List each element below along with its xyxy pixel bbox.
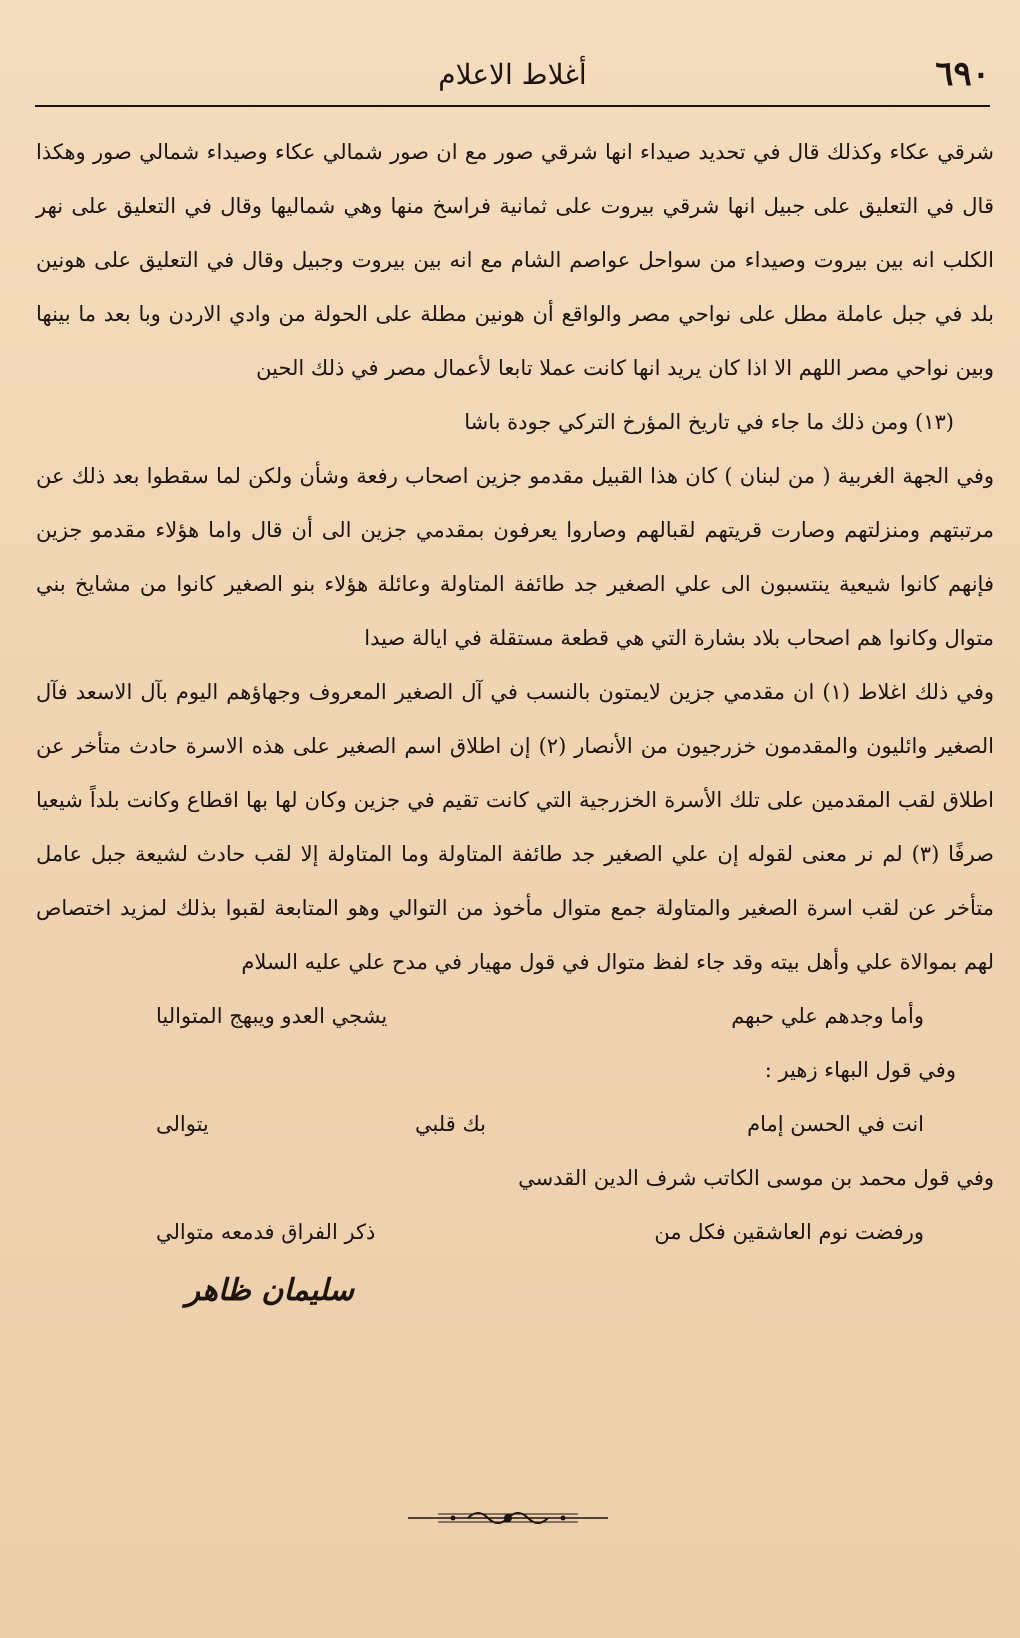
verse-2-intro: وفي قول البهاء زهير :: [764, 1058, 956, 1082]
verse-3-second-hemistich: ذكر الفراق فدمعه متوالي: [156, 1220, 376, 1244]
page-number: ٦٩٠: [935, 54, 990, 94]
paragraph-3: وفي الجهة الغربية ( من لبنان ) كان هذا القبيل مقدمو جزين اصحاب رفعة وشأن ولكن لما سقطوا بعد ذلك عن مرتبتهم ومنزلتهم وصارت قريتهم لقبالهم وصاروا يعرفون بمقدمي جزين الى أن قال واما هؤلاء مقدمو جزين فإنهم كانوا شيعية ينتسبون الى علي الصغير جد طائفة المتاولة وعائلة هؤلاء بنو الصغير كانوا من مشايخ بني متوال وكانوا هم اصحاب بلاد بشارة التي هي قطعة مستقلة في ايالة صيدا: [36, 464, 994, 650]
verse-3-first-hemistich: ورفضت نوم العاشقين فكل من: [654, 1220, 924, 1244]
header-rule: [35, 105, 990, 107]
verse-2-second-hemistich: [156, 1097, 486, 1151]
verse-3: [36, 1205, 994, 1259]
author-signature: سليمان ظاهر: [185, 1273, 354, 1308]
verse-2-second-hemistich-part2: يتوالى: [156, 1112, 209, 1136]
verse-1-second-hemistich: يشجي العدو ويبهج المتواليا: [156, 1004, 388, 1028]
signature-block: [36, 1259, 994, 1323]
verse-3-intro: وفي قول محمد بن موسى الكاتب شرف الدين القدسي: [518, 1166, 994, 1190]
paragraph-4: وفي ذلك اغلاط (١) ان مقدمي جزين لايمتون بالنسب في آل الصغير المعروف وجهاؤهم اليوم بآل الاسعد فآل الصغير وائليون والمقدمون خزرجيون من الأنصار (٢) إن اطلاق اسم الصغير على هذه الاسرة حادث متأخر عن اطلاق لقب المقدمين على تلك الأسرة الخزرجية التي كانت تقيم في جزين وكان لها بها اقطاع وكانت بلداً شيعيا صرفًا (٣) لم نر معنى لقوله إن علي الصغير جد طائفة المتاولة وما المتاولة إلا لقب حادث لشيعة جبل عامل متأخر عن لقب اسرة الصغير والمتاولة جمع متوال مأخوذ من التوالي وهو المتابعة لقبوا بذلك لمزيد اختصاص لهم بموالاة علي وأهل بيته وقد جاء لفظ متوال في قول مهيار في مدح علي عليه السلام: [36, 680, 994, 974]
verse-2-second-hemistich-part1: بك قلبي: [414, 1112, 486, 1136]
paragraph-1: شرقي عكاء وكذلك قال في تحديد صيداء انها شرقي صور مع ان صور شمالي عكاء وصيداء شمالي صور وهكذا قال في التعليق على جبيل انها شرقي بيروت على ثمانية فراسخ منها وهي شماليها وقال في التعليق على نهر الكلب انه بين بيروت وصيداء من سواحل عواصم الشام مع انه بين بيروت وجبيل وقال في التعليق على هونين بلد في جبل عاملة مطل على نواحي مصر والواقع أن هونين مطلة على الحولة من وادي الاردن وبا بعد ما بينها وبين نواحي مصر اللهم الا اذا كان يريد انها كانت عملا تابعا لأعمال مصر في ذلك الحين: [36, 140, 994, 380]
body-text: [36, 125, 994, 1323]
verse-2: [36, 1097, 994, 1151]
page-header: [35, 52, 990, 102]
verse-1: [36, 989, 994, 1043]
running-title: أغلاط الاعلام: [438, 58, 587, 91]
end-ornament-icon: [408, 1504, 608, 1532]
verse-2-first-hemistich: انت في الحسن إمام: [747, 1112, 924, 1136]
paragraph-2: (١٣) ومن ذلك ما جاء في تاريخ المؤرخ التركي جودة باشا: [464, 410, 954, 434]
verse-1-first-hemistich: وأما وجدهم علي حبهم: [731, 1004, 924, 1028]
